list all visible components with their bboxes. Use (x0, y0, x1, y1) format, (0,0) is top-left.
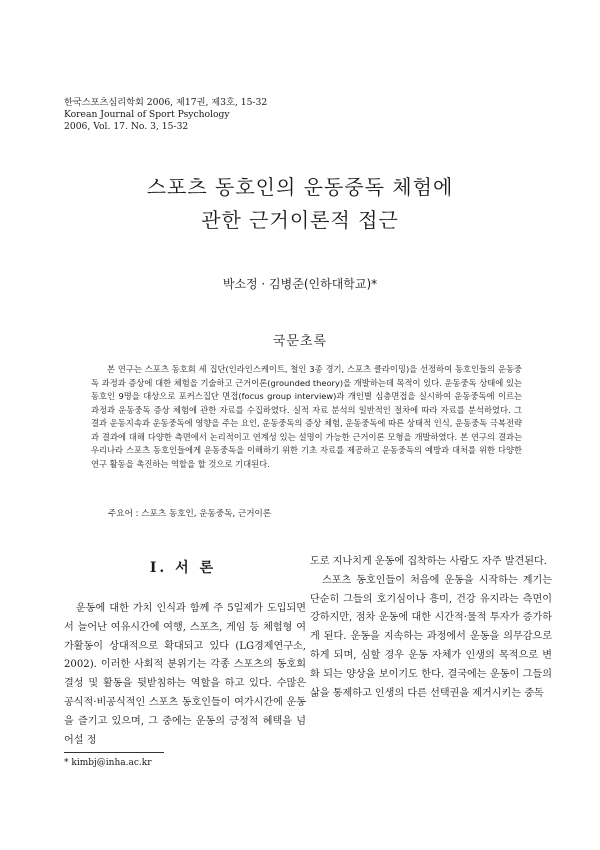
right-paragraph-1: 도로 지나치게 운동에 집착하는 사람도 자주 발견된다. (310, 556, 547, 567)
right-column (310, 553, 552, 703)
abstract-heading: 국문초록 (272, 334, 328, 349)
author-line: 박소정 · 김병준(인하대학교)* (222, 277, 378, 291)
footnote-divider (64, 752, 164, 753)
journal-line-volume: 2006, Vol. 17. No. 3, 15-32 (64, 121, 189, 133)
paper-title-line-1: 스포츠 동호인의 운동중독 체험에 (146, 175, 454, 199)
journal-line-korean: 한국스포츠심리학회 2006, 제17권, 제3호, 15-32 (64, 97, 268, 108)
left-paragraph: 운동에 대한 가치 인식과 함께 주 5일제가 도입되면서 늘어난 여유시간에 여행, 스포츠, 게임 등 체험형 여가활동이 상대적으로 확대되고 있다 (LG경제연구소, 2002). 이러한 사회적 분위기는 각종 스포츠의 동호회 결성 및 활동을 뒷받침하는 역할을 하고 있다. 수많은 공식적·비공식적인 스포츠 동호인들이 여가시간에 운동을 즐기고 있으며, 그 중에는 운동의 긍정적 혜택을 넘어설 정 (64, 603, 306, 746)
footnote-email: * kimbj@inha.ac.kr (64, 758, 152, 768)
section-heading-introduction: I. 서 론 (149, 560, 217, 576)
keywords-line: 주요어 : 스포츠 동호인, 운동중독, 근거이론 (108, 509, 272, 519)
journal-line-english: Korean Journal of Sport Psychology (64, 109, 230, 121)
right-paragraph-2: 스포츠 동호인들이 처음에 운동을 시작하는 계기는 단순히 그들의 호기심이나 흥미, 건강 유지라는 측면이 강하지만, 점차 운동에 대한 시간적·물적 투자가 증가하게 된다. 운동을 지속하는 과정에서 운동을 의무감으로 하게 되며, 심할 경우 운동 자체가 인생의 목적으로 변화 되는 양상을 보이기도 한다. 결국에는 운동이 그들의 삶을 통제하고 인생의 다른 선택권을 제거시키는 중독 (310, 574, 552, 699)
paper-title-line-2: 관한 근거이론적 접근 (201, 208, 399, 232)
left-column (64, 600, 306, 750)
abstract-body (91, 363, 522, 471)
abstract-text: 본 연구는 스포츠 동호회 세 집단(인라인스케이트, 철인 3종 경기, 스포츠 클라이밍)을 선정하여 동호인들의 운동중독 과정과 증상에 대한 체험을 기술하고 근거이론(grounded theory)을 개발하는데 목적이 있다. 운동중독 상태에 있는 동호인 9명을 대상으로 포커스집단 면접(focus group interview)과 개인별 심층면접을 실시하여 운동중독에 이르는 과정과 운동중독 증상 체험에 관한 자료를 수집하였다. 실적 자료 분석의 일반적인 절차에 따라 자료를 분석하였다. 그 결과 운동지속과 운동중독에 영향을 주는 요인, 운동중독의 증상 체험, 운동중독에 따른 상태적 인식, 운동중독 극복전략과 결과에 대해 다양한 측면에서 논리적이고 연계성 있는 설명이 가능한 근거이론 모형을 개발하였다. 본 연구의 결과는 우리나라 스포츠 동호인들에게 운동중독을 이해하기 위한 기초 자료를 제공하고 운동중독의 예방과 대처를 위한 다양한 연구 활동을 촉진하는 역할을 할 것으로 기대된다. (91, 364, 522, 469)
journal-info (64, 97, 267, 134)
